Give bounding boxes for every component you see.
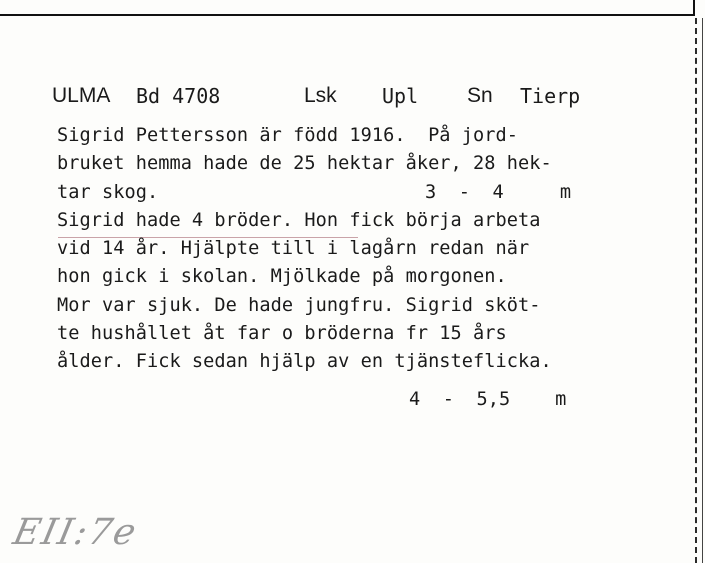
handwritten-signature: EII:7e	[9, 512, 142, 553]
text-line: hon gick i skolan. Mjölkade på morgonen.	[57, 266, 507, 288]
card-right-edge-outer	[702, 18, 703, 563]
text-line: tar skog.	[57, 181, 159, 203]
region-value: Upl	[382, 84, 419, 108]
parish-label: Sn	[467, 84, 493, 107]
text-line: te hushållet åt far o bröderna fr 15 års	[57, 323, 507, 345]
text-line: Sigrid Pettersson är född 1916. På jord-	[57, 125, 519, 146]
card-header	[52, 84, 652, 114]
card-right-edge	[695, 18, 697, 563]
text-line: vid 14 år. Hjälpte till i lagårn redan när	[57, 238, 530, 260]
text-line: ålder. Fick sedan hjälp av en tjänsteflicka.	[57, 351, 552, 373]
text-line: Sigrid hade 4 bröder. Hon fick börja arbeta	[57, 209, 541, 231]
text-line: bruket hemma hade de 25 hektar åker, 28 hek-	[57, 153, 552, 175]
region-label: Lsk	[304, 84, 337, 107]
volume-number: Bd 4708	[136, 84, 221, 108]
card-body	[57, 122, 677, 410]
text-line: Mor var sjuk. De hade jungfru. Sigrid sköt-	[57, 294, 541, 316]
measurement-2: 4 - 5,5 m	[409, 389, 567, 410]
archive-code: ULMA	[52, 84, 111, 107]
parish-value: Tierp	[520, 84, 581, 108]
measurement-1: 3 - 4 m	[425, 181, 572, 203]
card-top-border	[0, 0, 695, 16]
